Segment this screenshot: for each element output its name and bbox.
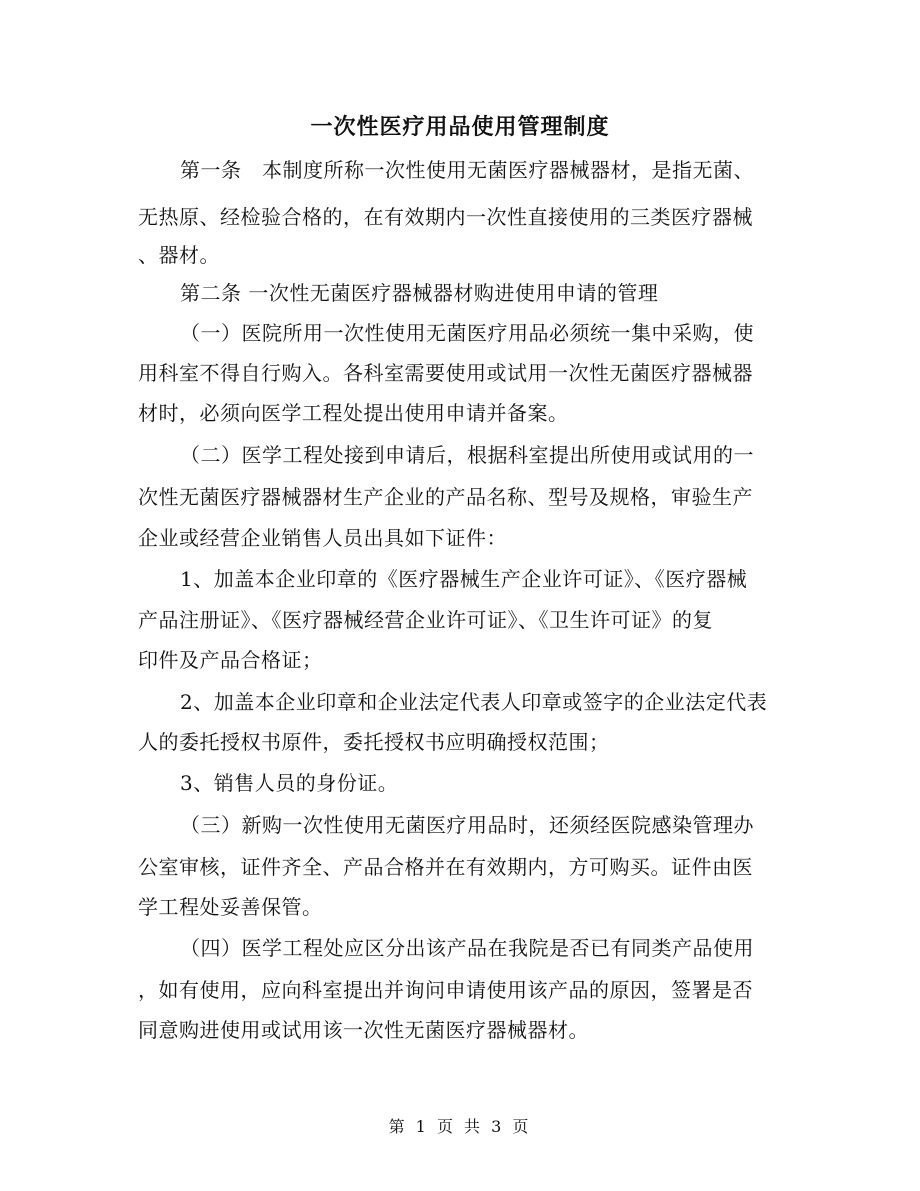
paragraph-line: 人的委托授权书原件，委托授权书应明确授权范围； [138, 730, 610, 754]
paragraph-line: 学工程处妥善保管。 [138, 895, 323, 919]
paragraph-line: （三）新购一次性使用无菌医疗用品时，还须经医院感染管理办 [180, 813, 754, 837]
paragraph-line: 企业或经营企业销售人员出具如下证件： [138, 526, 507, 550]
paragraph-line: （一）医院所用一次性使用无菌医疗用品必须统一集中采购，使 [180, 321, 754, 345]
paragraph-line: （四）医学工程处应区分出该产品在我院是否已有同类产品使用 [180, 936, 754, 960]
paragraph-line: 2、加盖本企业印章和企业法定代表人印章或签字的企业法定代表 [180, 690, 768, 714]
paragraph-line: 无热原、经检验合格的，在有效期内一次性直接使用的三类医疗器械 [138, 205, 753, 229]
paragraph-line: 第二条 一次性无菌医疗器械器材购进使用申请的管理 [180, 281, 659, 305]
paragraph-line: 次性无菌医疗器械器材生产企业的产品名称、型号及规格，审验生产 [138, 485, 753, 509]
paragraph-line: 3、销售人员的身份证。 [180, 771, 399, 795]
paragraph-line: （二）医学工程处接到申请后，根据科室提出所使用或试用的一 [180, 443, 754, 467]
document-title: 一次性医疗用品使用管理制度 [310, 114, 610, 140]
paragraph-line: 产品注册证》、《医疗器械经营企业许可证》、《卫生许可证》的复 [138, 608, 713, 632]
paragraph-line: ，如有使用，应向科室提出并询问申请使用该产品的原因，签署是否 [138, 978, 753, 1002]
paragraph-line: 、器材。 [138, 243, 220, 267]
paragraph-line: 同意购进使用或试用该一次性无菌医疗器械器材。 [138, 1018, 589, 1042]
paragraph-line: 1、加盖本企业印章的《医疗器械生产企业许可证》、《医疗器械 [180, 567, 748, 591]
page-number-footer: 第 1 页 共 3 页 [388, 1117, 532, 1136]
paragraph-line: 用科室不得自行购入。各科室需要使用或试用一次性无菌医疗器械器 [138, 361, 753, 385]
paragraph-line: 公室审核，证件齐全、产品合格并在有效期内，方可购买。证件由医 [138, 855, 753, 879]
paragraph-line: 第一条 本制度所称一次性使用无菌医疗器械器材，是指无菌、 [180, 158, 754, 182]
paragraph-line: 印件及产品合格证； [138, 648, 323, 672]
paragraph-line: 材时，必须向医学工程处提出使用申请并备案。 [138, 401, 569, 425]
